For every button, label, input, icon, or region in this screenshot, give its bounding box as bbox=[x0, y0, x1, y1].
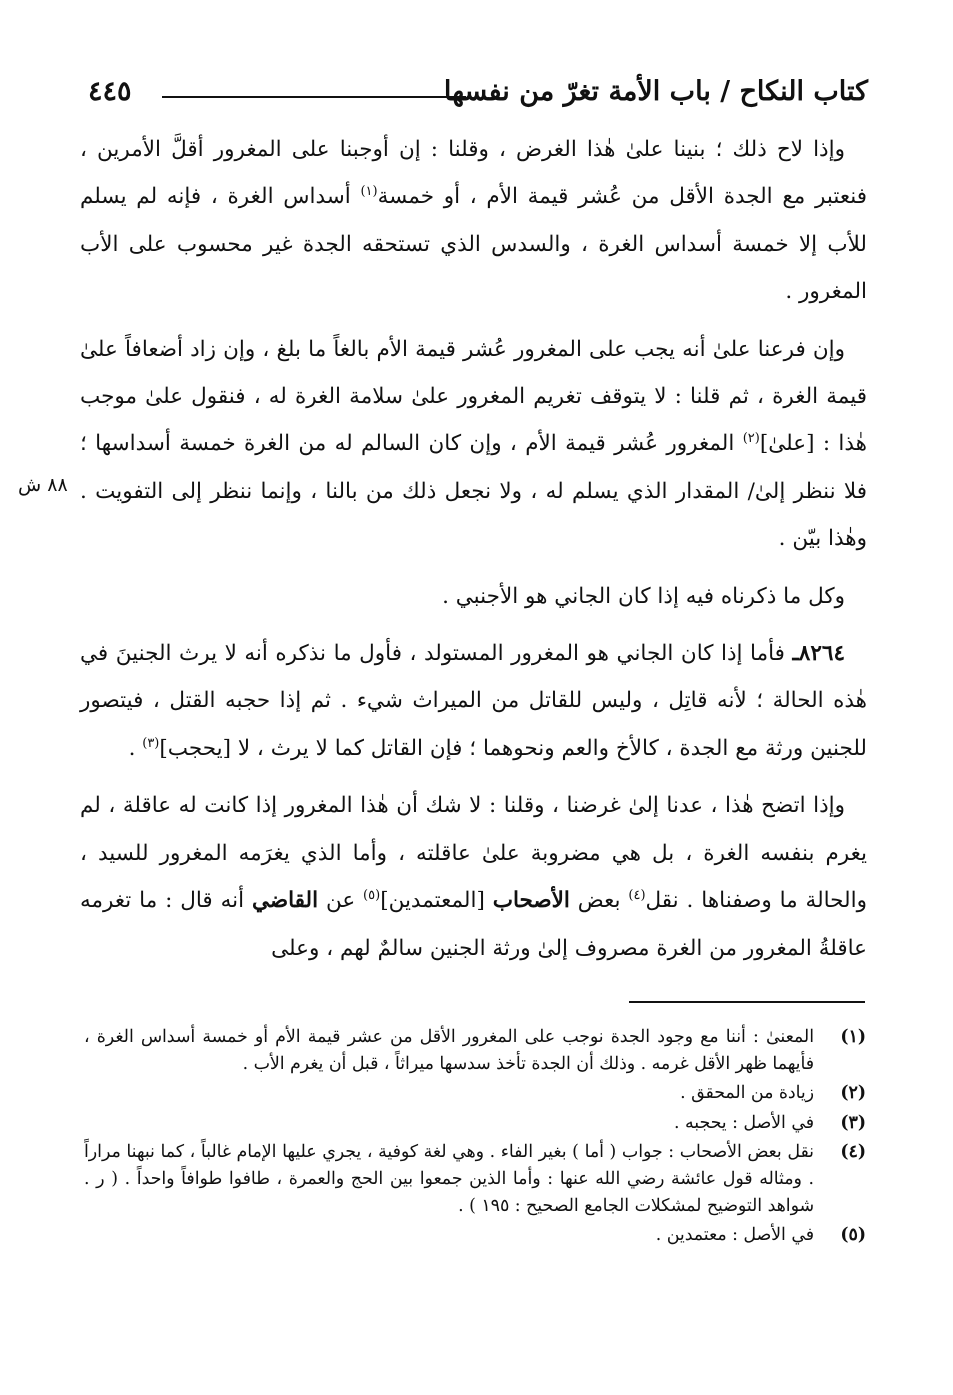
paragraph-4 bbox=[80, 630, 867, 772]
footnote-ref: (٤) bbox=[628, 887, 646, 903]
footnote bbox=[84, 1139, 866, 1221]
footnote bbox=[84, 1080, 866, 1107]
text-run: . bbox=[128, 735, 143, 761]
footnote-text: زيادة من المحقق . bbox=[680, 1083, 814, 1104]
paragraph-3: وكل ما ذكرناه فيه إذا كان الجاني هو الأجنبي . bbox=[442, 583, 845, 609]
text-run: فأما إذا كان الجاني هو المغرور المستولد ، فأول ما نذكره أنه لا يرث الجنينَ في هٰذه الحالة ؛ لأنه قاتِل ، وليس للقاتل من الميراث شيء . ثم إذا حجبه القتل ، فيتصور للجنين ورثة مع الجدة ، كالأخ والعم ونحوهما ؛ فإن القاتل كما لا يرث ، لا [يحجب] bbox=[80, 641, 867, 761]
footnote-number: (٢) bbox=[840, 1083, 866, 1104]
paragraph-5 bbox=[80, 782, 867, 972]
text-run: أسداس الغرة ، فإنه لم يسلم للأب إلا خمسة أسداس الغرة ، والسدس الذي تستحقه الجدة غير محسوب على الأب المغرور . bbox=[80, 184, 867, 305]
footnote-number: (١) bbox=[840, 1027, 866, 1047]
bold-term: القاضي bbox=[251, 888, 319, 914]
page-number: ٤٤٥ bbox=[88, 76, 132, 107]
page-header bbox=[88, 72, 868, 118]
footnotes bbox=[84, 1024, 866, 1252]
footnote-separator bbox=[629, 1001, 865, 1003]
footnote-ref: (٣) bbox=[142, 735, 160, 751]
text-run: وإن فرعنا علىٰ أنه يجب على المغرور عُشر قيمة الأم بالغاً ما بلغ ، وإن زاد أضعافاً علىٰ قيمة الغرة ، ثم قلنا : لا يتوقف تغريم المغرور علىٰ سلامة الغرة له ، فنقول علىٰ موجب هٰذا : [علىٰ] bbox=[80, 336, 868, 457]
footnote bbox=[84, 1110, 866, 1137]
footnote-number: (٤) bbox=[840, 1141, 866, 1162]
main-text bbox=[80, 126, 867, 982]
footnote-ref: (٥) bbox=[363, 887, 381, 903]
text-run: عن bbox=[318, 888, 364, 914]
text-run: المغرور عُشر قيمة الأم ، وإن كان السالم له من الغرة خمسة أسداسها ؛ فلا ننظر إلىٰ/ المقدار الذي يسلم له ، ولا نجعل ذلك من بالنا ، وإنما ننظر إلى التفويت . وهٰذا بيّن . bbox=[80, 431, 867, 552]
footnote-text: في الأصل : معتمدين . bbox=[655, 1225, 814, 1246]
footnote-text: في الأصل : يحجبه . bbox=[674, 1112, 814, 1133]
footnote-ref: (٢) bbox=[742, 431, 760, 447]
footnote-number: (٣) bbox=[840, 1112, 866, 1133]
footnote-text: المعنىٰ : أننا مع وجود الجدة نوجب على المغرور الأقل من عشر قيمة الأم أو خمسة أسداس الغرة ، فأيهما ظهر الأقل غرمه . وذلك أن الجدة تأخذ سدسها ميراثاً ، قبل أن يغرم الأب . bbox=[84, 1027, 814, 1075]
footnote-text: نقل بعض الأصحاب : جواب ( أما ) بغير الفاء . وهي لغة كوفية ، يجري عليها الإمام غالباً ، كما نبهنا مراراً . ومثاله قول عائشة رضي الله عنها : وأما الذين جمعوا بين الحج والعمرة ، طافوا طوافاً واحداً . ( ر . شواهد التوضيح لمشكلات الجامع الصحيح : ١٩٥ ) . bbox=[84, 1141, 814, 1217]
text-run: [المعتمدين] bbox=[380, 888, 493, 914]
text-run: وإذا اتضح هٰذا ، عدنا إلىٰ غرضنا ، وقلنا : لا شك أن هٰذا المغرور إذا كانت له عاقلة ، لم يغرم بنفسه الغرة ، بل هي مضروبة علىٰ عاقلته ، وأما الذي يغرَمه المغرور للسيد ، والحالة ما وصفناها . نقل bbox=[80, 793, 867, 914]
paragraph-1 bbox=[80, 126, 867, 316]
footnote bbox=[84, 1222, 866, 1249]
running-title: كتاب النكاح / باب الأمة تغرّ من نفسها bbox=[443, 76, 868, 107]
text-run: بعض bbox=[569, 888, 629, 914]
bold-term: الأصحاب bbox=[492, 888, 570, 914]
footnote bbox=[84, 1024, 866, 1078]
footnote-ref: (١) bbox=[360, 184, 378, 200]
margin-note: ٨٨ ش bbox=[18, 474, 68, 496]
text-run: أنه قال : ما تغرمه عاقلةُ المغرور من الغرة مصروف إلىٰ ورثة الجنين سالمٌ لهم ، وعلى bbox=[80, 888, 867, 961]
footnote-number: (٥) bbox=[840, 1225, 866, 1246]
header-rule bbox=[162, 96, 466, 98]
text-run: وإذا لاح ذلك ؛ بنينا علىٰ هٰذا الغرض ، وقلنا : إن أوجبنا على المغرور أقلَّ الأمرين ، فنعتبر مع الجدة الأقل من عُشر قيمة الأم ، أو خمسة bbox=[80, 137, 867, 210]
paragraph-2 bbox=[80, 326, 867, 563]
issue-number: ٨٢٦٤ـ bbox=[792, 641, 845, 667]
